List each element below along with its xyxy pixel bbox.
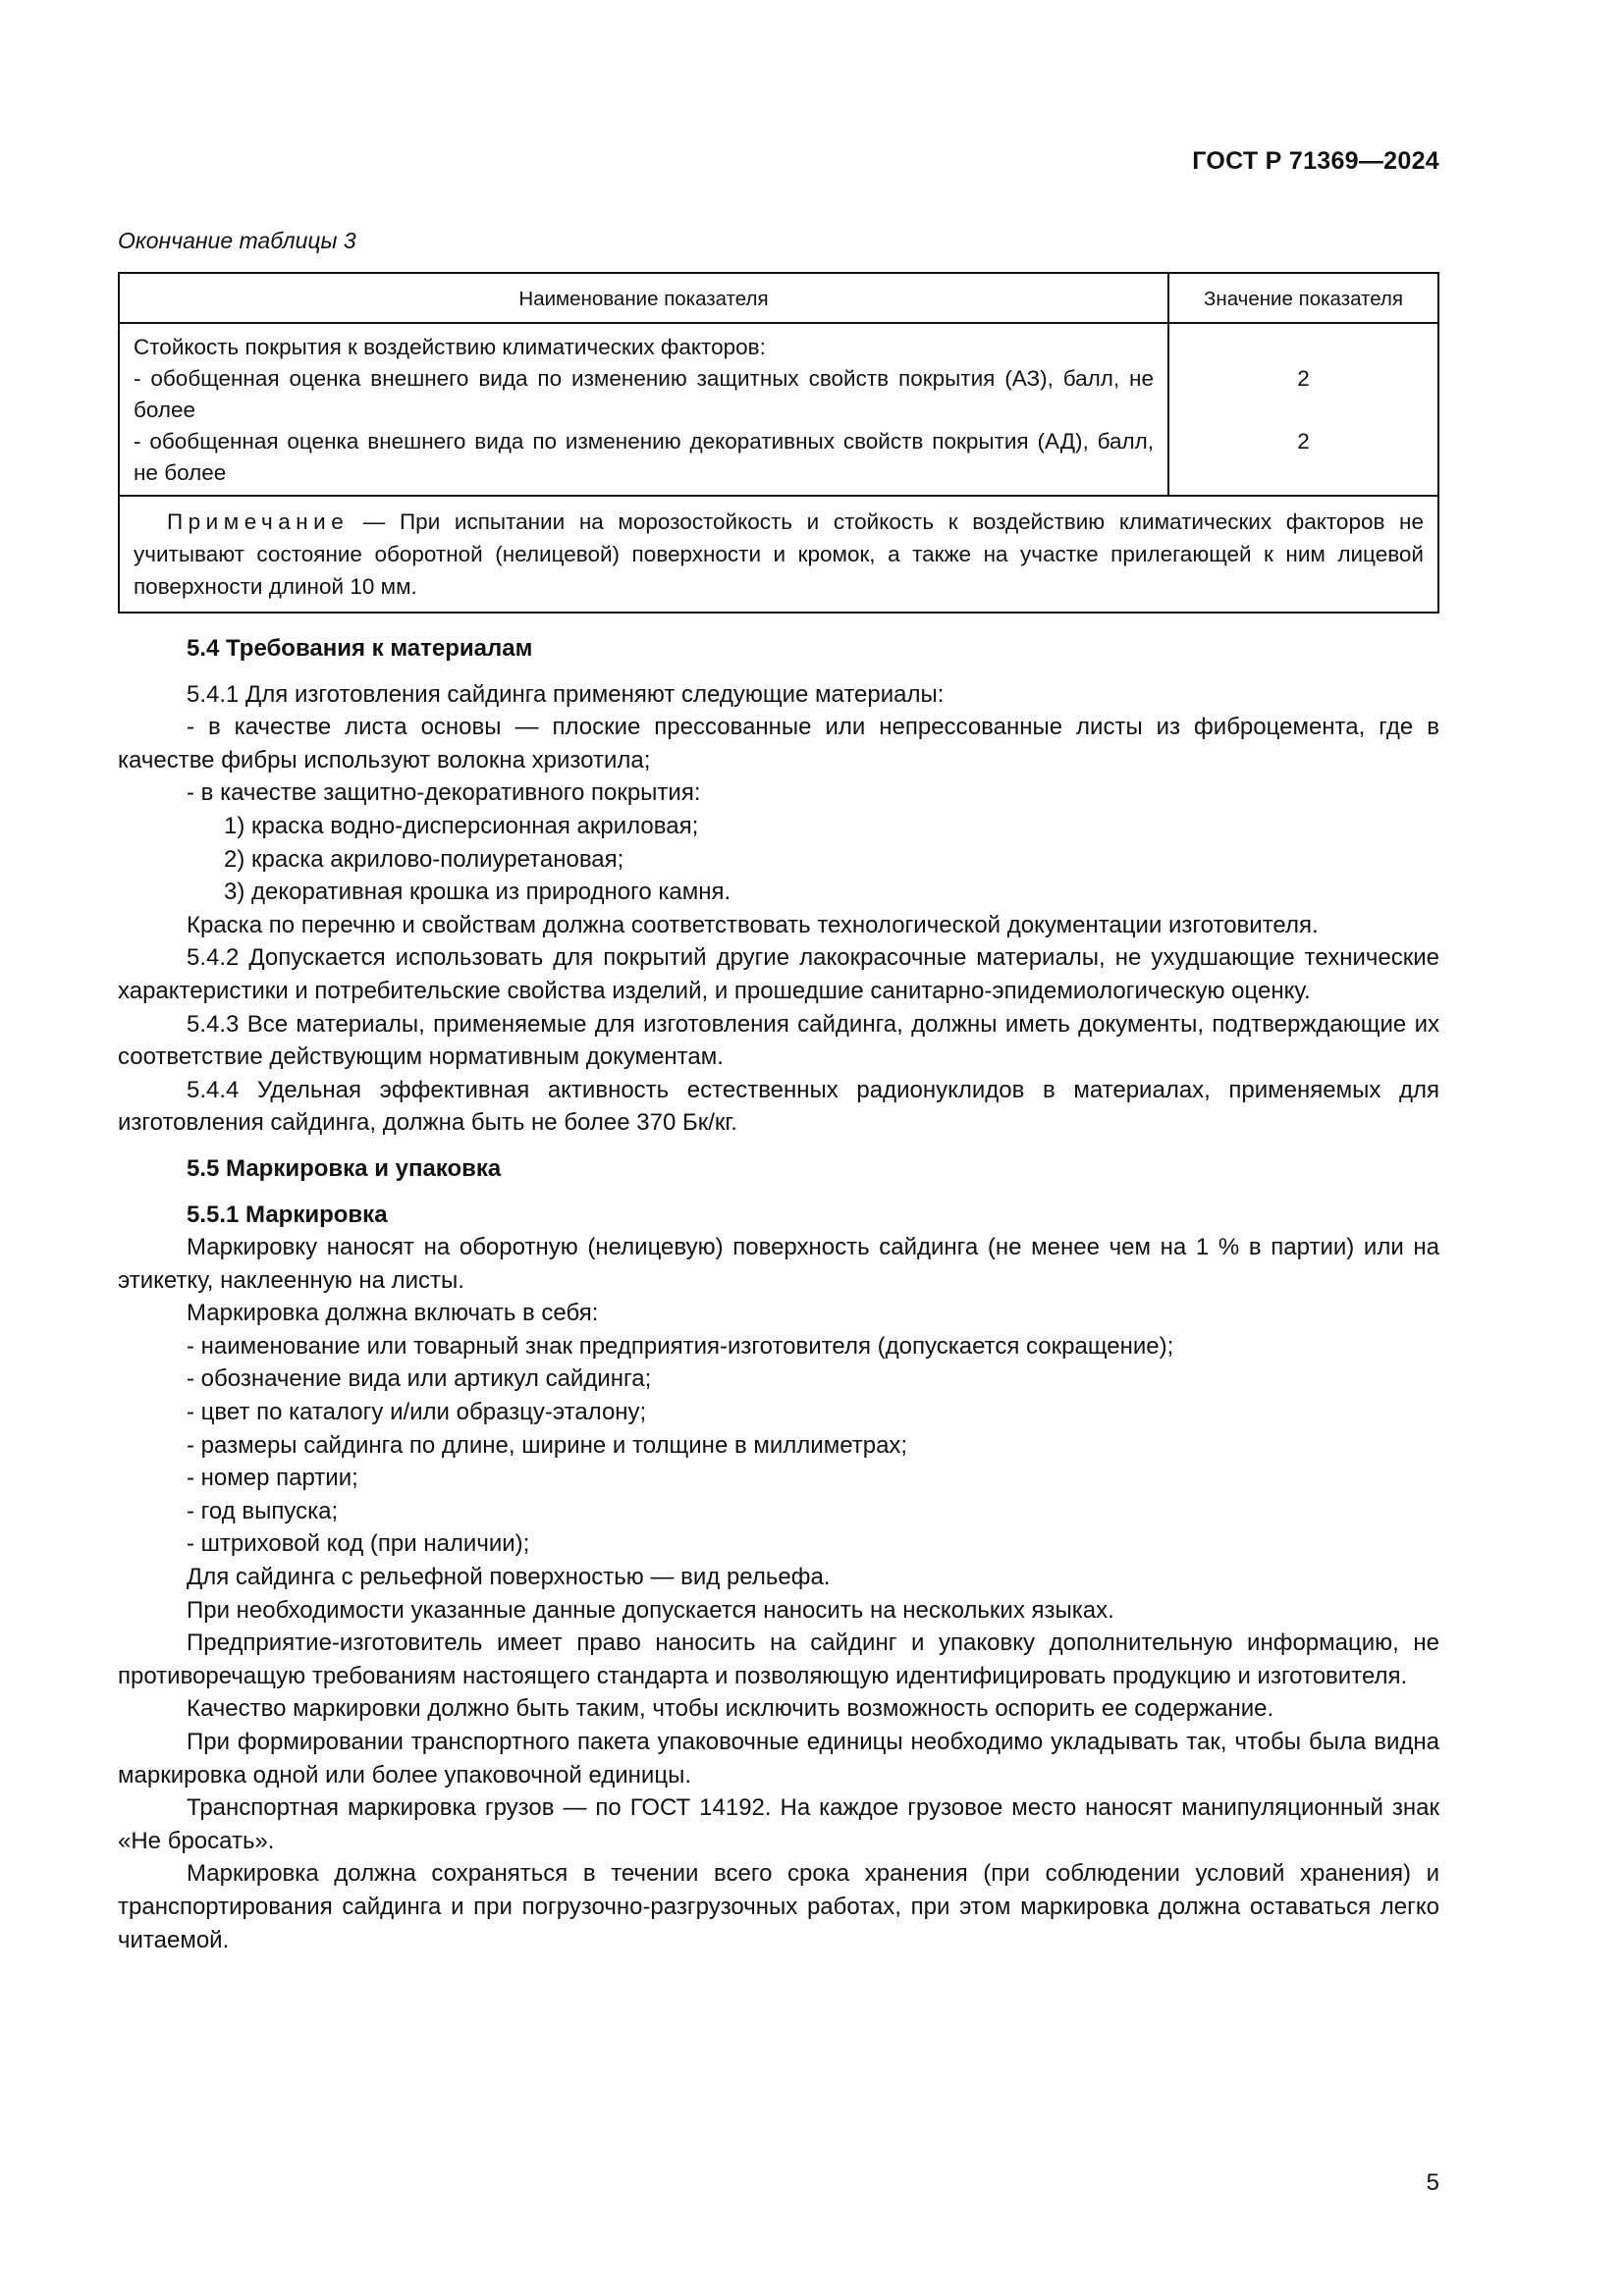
section-heading: 5.4 Требования к материалам [187,635,533,662]
indicator-value: 2 [1297,429,1310,454]
paragraph: 5.4.4 Удельная эффективная активность естественных радионуклидов в материалах, применяемых для изготовления сайдинга, должна быть не более 370 Бк/кг. [118,1076,1439,1137]
indicator-names-cell [119,323,1168,496]
list-item: - наименование или товарный знак предприятия-изготовителя (допускается сокращение); [187,1332,1174,1360]
page-number: 5 [1426,2169,1439,2196]
sub-list-item: 2) краска акрилово-полиуретановая; [224,845,624,873]
paragraph: Маркировка должна включать в себя: [187,1300,599,1327]
column-header-indicator: Наименование показателя [119,273,1168,323]
paragraph: 5.4.2 Допускается использовать для покрытий другие лакокрасочные материалы, не ухудшающие технические характеристики и потребительские свойства изделий, и прошедшие санитарно-эпидемиологическую оценку. [118,944,1439,1004]
paragraph: Транспортная маркировка грузов — по ГОСТ 14192. На каждое грузовое место наносят манипуляционный знак «Не бросать». [118,1794,1439,1854]
list-item: - штриховой код (при наличии); [187,1530,530,1558]
sub-list-item: 3) декоративная крошка из природного камня. [224,879,731,906]
note-label: Примечание [167,509,350,534]
section-heading: 5.5 Маркировка и упаковка [187,1154,502,1182]
paragraph: Маркировку наносят на оборотную (нелицевую) поверхность сайдинга (не менее чем на 1 % в партии) или на этикетку, наклеенную на листы. [118,1234,1439,1294]
indicator-name: - обобщенная оценка внешнего вида по изменению защитных свойств покрытия (АЗ), балл, не более [134,366,1154,422]
paragraph: Маркировка должна сохраняться в течении всего срока хранения (при соблюдении условий хранения) и транспортирования сайдинга и при погрузочно-разгрузочных работах, при этом маркировка должна оставаться легко читаемой. [118,1860,1439,1953]
list-item: - в качестве защитно-декоративного покрытия: [187,779,701,807]
paragraph: При необходимости указанные данные допускается наносить на нескольких языках. [187,1596,1114,1624]
paragraph: При формировании транспортного пакета упаковочные единицы необходимо укладывать так, чтобы была видна маркировка одной или более упаковочной единицы. [118,1729,1439,1789]
body-text [118,632,1439,1956]
paragraph: Качество маркировки должно быть таким, чтобы исключить возможность оспорить ее содержание. [187,1695,1274,1723]
list-item: - год выпуска; [187,1497,339,1524]
table-note [119,496,1438,613]
table-caption: Окончание таблицы 3 [118,228,356,253]
table-row [119,323,1438,496]
list-item: - обозначение вида или артикул сайдинга; [187,1365,652,1393]
indicator-group-title: Стойкость покрытия к воздействию климатических факторов: [134,335,766,359]
list-item: - номер партии; [187,1465,358,1492]
standard-designation: ГОСТ Р 71369—2024 [1192,147,1439,175]
indicator-value: 2 [1297,366,1310,391]
column-header-value: Значение показателя [1168,273,1438,323]
paragraph: Для сайдинга с рельефной поверхностью — вид рельефа. [187,1564,831,1591]
table-header-row [119,273,1438,323]
paragraph: 5.4.1 Для изготовления сайдинга применяют следующие материалы: [187,680,945,708]
indicator-values-cell [1168,323,1438,496]
paragraph: Предприятие-изготовитель имеет право наносить на сайдинг и упаковку дополнительную информацию, не противоречащую требованиям настоящего стандарта и позволяющую идентифицировать продукцию и изготовителя. [118,1629,1439,1689]
list-item: - цвет по каталогу и/или образцу-эталону; [187,1399,647,1426]
list-item: - размеры сайдинга по длине, ширине и толщине в миллиметрах; [187,1431,908,1459]
indicator-name: - обобщенная оценка внешнего вида по изменению декоративных свойств покрытия (АД), балл, не более [134,429,1154,485]
note-text: — При испытании на морозостойкость и стойкость к воздействию климатических факторов не учитывают состояние оборотной (нелицевой) поверхности и кромок, а также на участке прилегающей к ним лицевой поверхности длиной 10 мм. [134,509,1424,599]
sub-list-item: 1) краска водно-дисперсионная акриловая; [224,812,699,839]
paragraph: Краска по перечню и свойствам должна соответствовать технологической документации изготовителя. [187,911,1319,938]
paragraph: 5.4.3 Все материалы, применяемые для изготовления сайдинга, должны иметь документы, подтверждающие их соответствие действующим нормативным документам. [118,1010,1439,1071]
indicators-table [118,272,1439,614]
list-item: - в качестве листа основы — плоские прессованные или непрессованные листы из фиброцемента, где в качестве фибры используют волокна хризотила; [118,714,1439,774]
table-note-row [119,496,1438,613]
subsection-heading: 5.5.1 Маркировка [187,1201,388,1228]
